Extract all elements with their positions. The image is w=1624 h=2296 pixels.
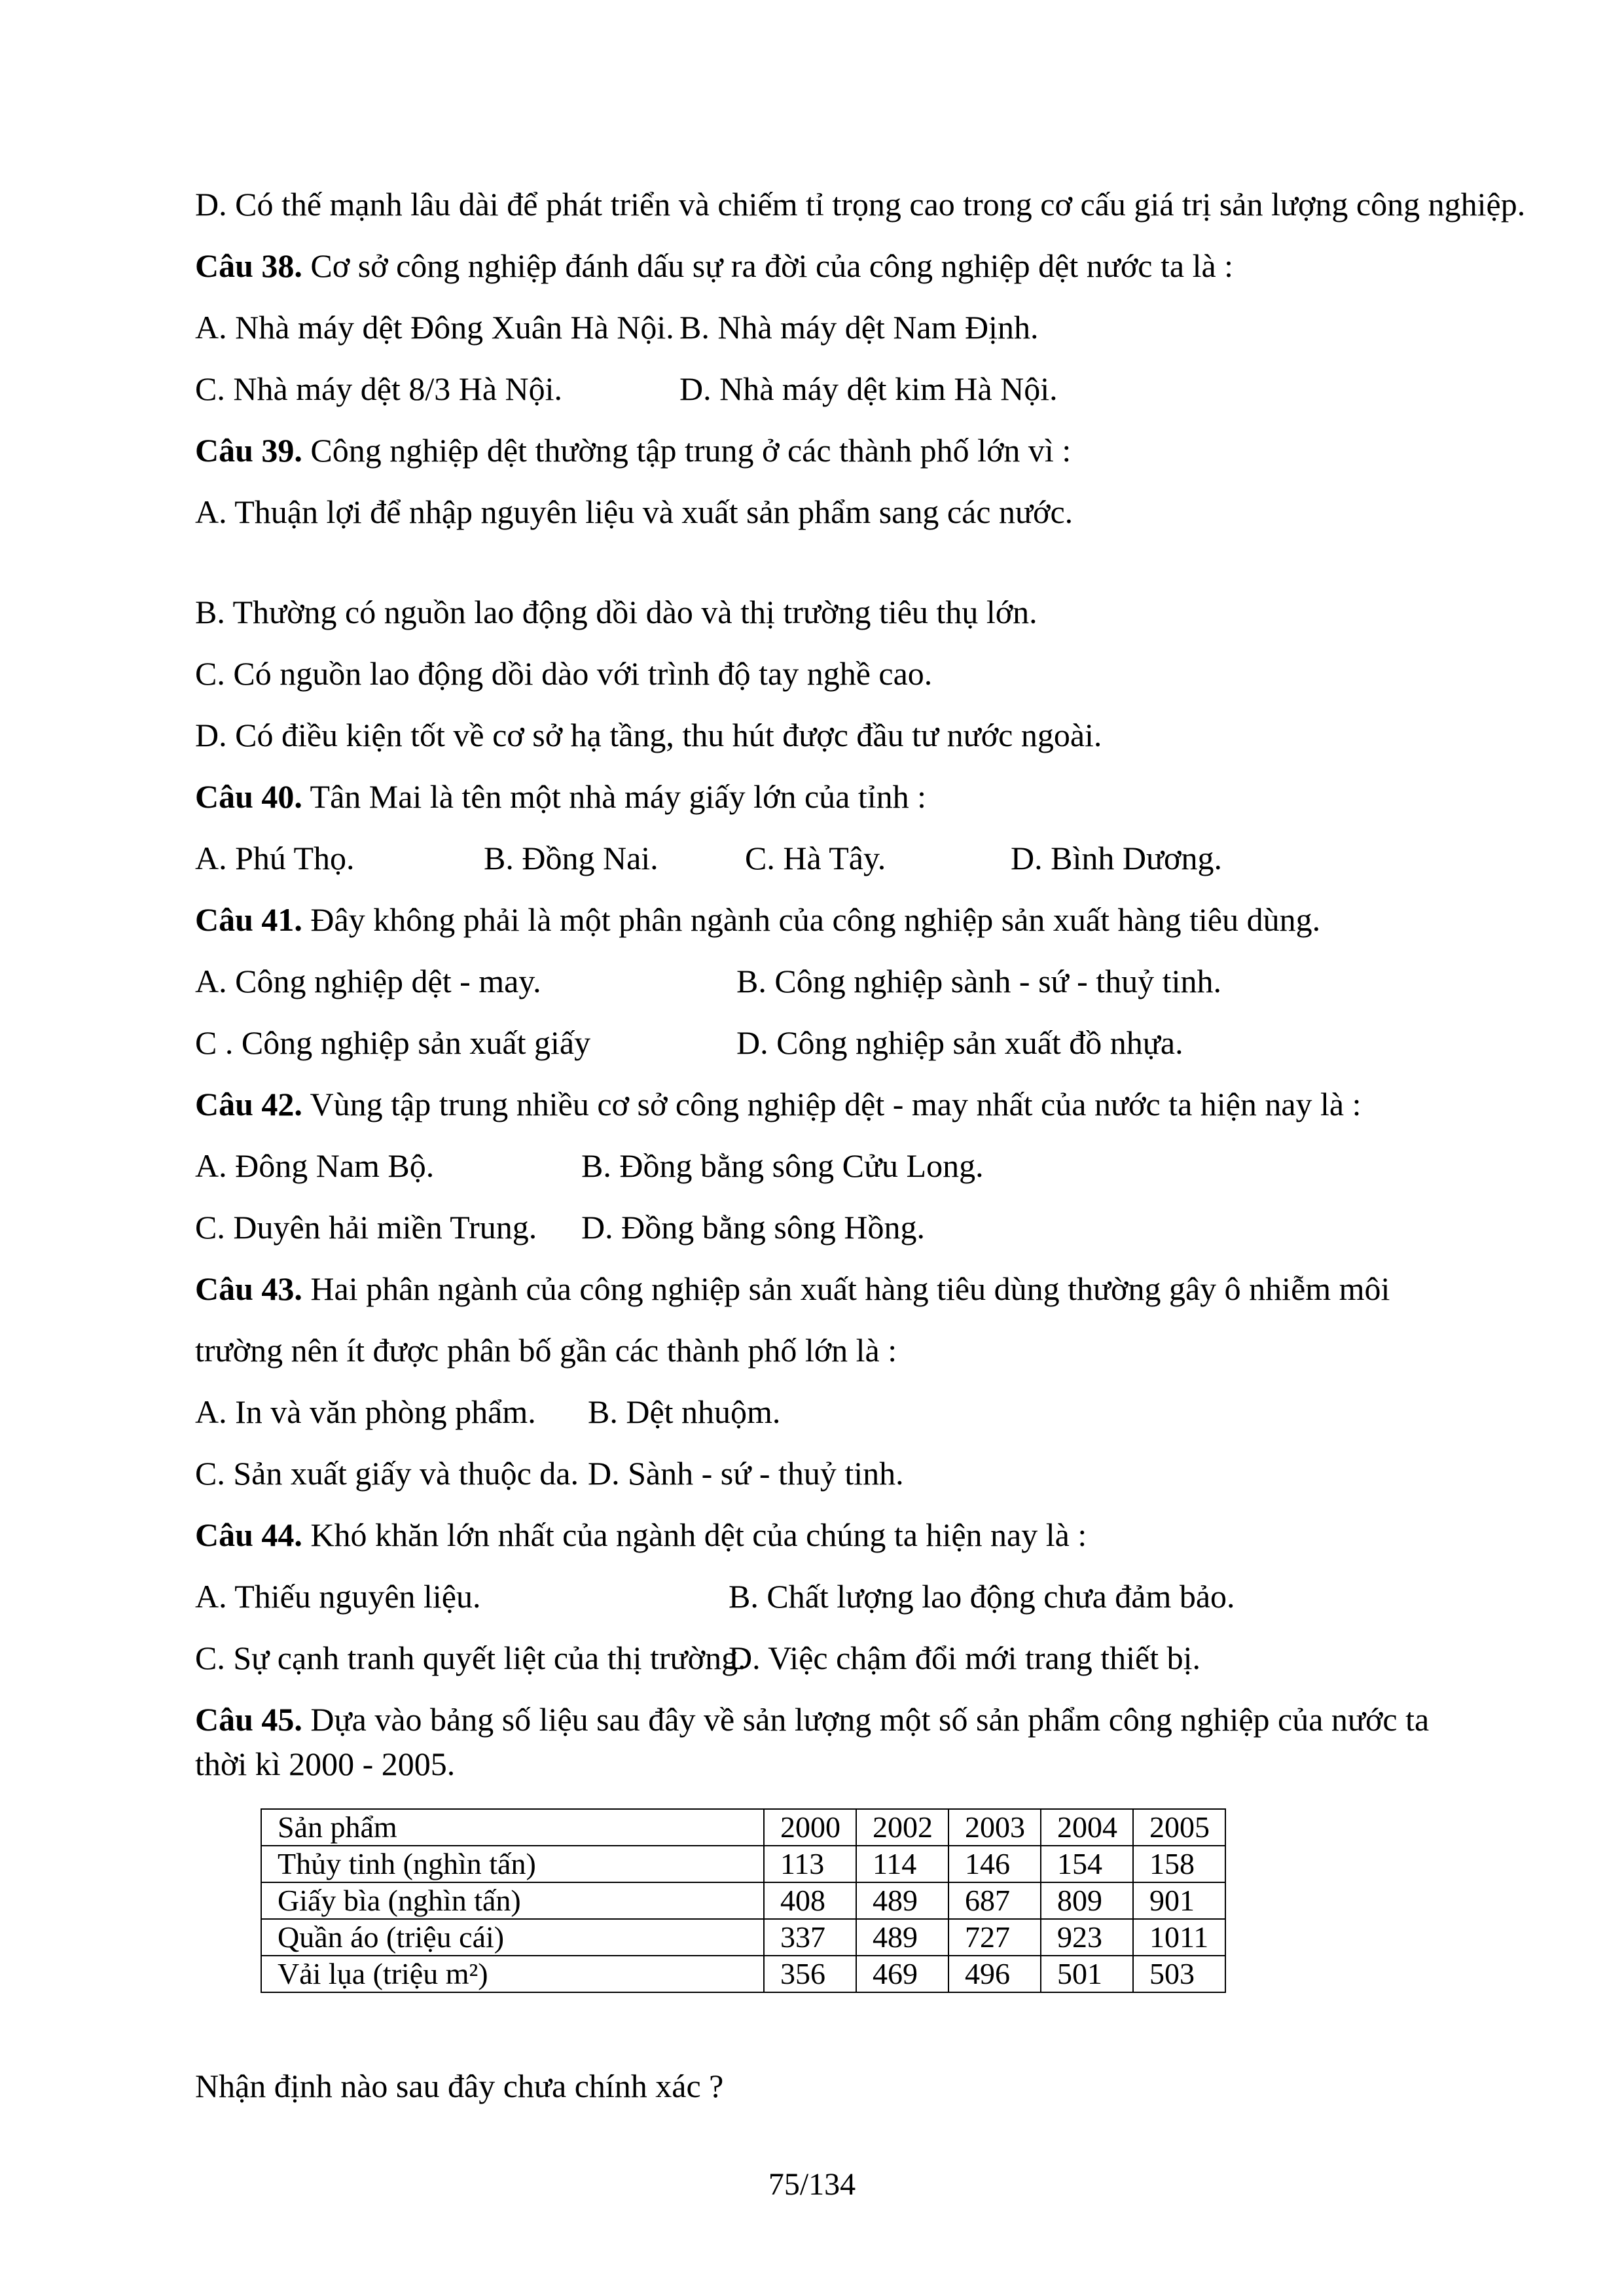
table-cell: 687: [948, 1882, 1041, 1919]
option-39-c: C. Có nguồn lao động dồi dào với trình độ tay nghề cao.: [195, 655, 933, 692]
question-42-text: Vùng tập trung nhiều cơ sở công nghiệp dệt - may nhất của nước ta hiện nay là :: [310, 1086, 1362, 1122]
question-44-label: Câu 44.: [195, 1516, 302, 1553]
option-44-a: A. Thiếu nguyên liệu.: [195, 1578, 481, 1615]
question-45-text-1: Dựa vào bảng số liệu sau đây về sản lượng một số sản phẩm công nghiệp của nước ta: [310, 1701, 1430, 1738]
table-row-glass: [261, 1846, 1225, 1882]
question-38-text: Cơ sở công nghiệp đánh dấu sự ra đời của công nghiệp dệt nước ta là :: [310, 247, 1234, 284]
question-43-label: Câu 43.: [195, 1270, 302, 1307]
table-row-paper: [261, 1882, 1225, 1919]
question-45-text-2: thời kì 2000 - 2005.: [195, 1746, 456, 1782]
question-43-text-1: Hai phân ngành của công nghiệp sản xuất hàng tiêu dùng thường gây ô nhiễm môi: [310, 1270, 1390, 1307]
question-43-heading-line-1: [195, 1268, 1403, 1310]
option-43-a: A. In và văn phòng phẩm.: [195, 1393, 536, 1430]
table-cell: 113: [764, 1846, 856, 1882]
option-39-a: A. Thuận lợi để nhập nguyên liệu và xuất sản phẩm sang các nước.: [195, 493, 1074, 530]
option-39-d: D. Có điều kiện tốt về cơ sở hạ tầng, thu hút được đầu tư nước ngoài.: [195, 717, 1102, 753]
question-42-options-row-2: [195, 1206, 1403, 1248]
option-38-b: B. Nhà máy dệt Nam Định.: [679, 309, 1039, 346]
option-40-d: D. Bình Dương.: [1011, 840, 1222, 876]
option-41-a: A. Công nghiệp dệt - may.: [195, 963, 541, 999]
table-cell: 158: [1133, 1846, 1225, 1882]
table-cell: Quần áo (triệu cái): [261, 1919, 764, 1956]
option-38-a: A. Nhà máy dệt Đông Xuân Hà Nội.: [195, 309, 674, 346]
option-41-b: B. Công nghiệp sành - sứ - thuỷ tinh.: [736, 963, 1221, 999]
question-39-text: Công nghiệp dệt thường tập trung ở các thành phố lớn vì :: [310, 432, 1072, 469]
production-table: [261, 1808, 1226, 1993]
option-38-d: D. Nhà máy dệt kim Hà Nội.: [679, 370, 1058, 407]
table-header-2004: 2004: [1041, 1809, 1133, 1846]
table-cell: Giấy bìa (nghìn tấn): [261, 1882, 764, 1919]
option-42-d: D. Đồng bằng sông Hồng.: [581, 1209, 925, 1246]
question-41-heading: [195, 899, 1403, 941]
table-cell: 154: [1041, 1846, 1133, 1882]
option-43-b: B. Dệt nhuộm.: [588, 1393, 781, 1430]
table-cell: Thủy tinh (nghìn tấn): [261, 1846, 764, 1882]
option-42-a: A. Đông Nam Bộ.: [195, 1147, 435, 1184]
table-cell: 146: [948, 1846, 1041, 1882]
page-number: 75/134: [768, 2167, 856, 2202]
question-43-options-row-1: [195, 1391, 1403, 1433]
table-row-silk: [261, 1956, 1225, 1992]
question-41-label: Câu 41.: [195, 901, 302, 938]
option-43-d: D. Sành - sứ - thuỷ tinh.: [588, 1455, 904, 1492]
lead-option-line: D. Có thế mạnh lâu dài để phát triển và chiếm tỉ trọng cao trong cơ cấu giá trị sản lượng công nghiệp.: [195, 186, 1526, 223]
table-cell: 408: [764, 1882, 856, 1919]
table-cell: 503: [1133, 1956, 1225, 1992]
table-cell: 923: [1041, 1919, 1133, 1956]
option-44-b: B. Chất lượng lao động chưa đảm bảo.: [729, 1578, 1235, 1615]
closing-question: Nhận định nào sau đây chưa chính xác ?: [195, 2068, 724, 2104]
question-41-options-row-1: [195, 960, 1403, 1002]
option-40-c: C. Hà Tây.: [745, 840, 886, 876]
question-42-label: Câu 42.: [195, 1086, 302, 1122]
question-43-options-row-2: [195, 1452, 1403, 1494]
table-cell: 337: [764, 1919, 856, 1956]
question-38-options-row-1: [195, 306, 1403, 348]
table-row-clothes: [261, 1919, 1225, 1956]
table-header-2003: 2003: [948, 1809, 1041, 1846]
question-41-text: Đây không phải là một phân ngành của công nghiệp sản xuất hàng tiêu dùng.: [310, 901, 1321, 938]
table-cell: 1011: [1133, 1919, 1225, 1956]
option-41-d: D. Công nghiệp sản xuất đồ nhựa.: [736, 1024, 1183, 1061]
question-40-heading: [195, 776, 1403, 817]
table-cell: 809: [1041, 1882, 1133, 1919]
question-42-heading: [195, 1083, 1403, 1125]
table-cell: 356: [764, 1956, 856, 1992]
table-cell: 469: [856, 1956, 948, 1992]
option-38-c: C. Nhà máy dệt 8/3 Hà Nội.: [195, 370, 563, 407]
question-38-label: Câu 38.: [195, 247, 302, 284]
table-cell: 489: [856, 1919, 948, 1956]
table-header-2005: 2005: [1133, 1809, 1225, 1846]
question-41-options-row-2: [195, 1022, 1403, 1064]
question-38-options-row-2: [195, 368, 1403, 410]
table-header-2000: 2000: [764, 1809, 856, 1846]
table-cell: 489: [856, 1882, 948, 1919]
question-44-options-row-2: [195, 1637, 1403, 1679]
table-header-2002: 2002: [856, 1809, 948, 1846]
question-44-heading: [195, 1514, 1403, 1556]
option-42-c: C. Duyên hải miền Trung.: [195, 1209, 537, 1246]
question-45-heading-line-1: [195, 1698, 1430, 1740]
table-cell: 501: [1041, 1956, 1133, 1992]
table-cell: 901: [1133, 1882, 1225, 1919]
question-40-text: Tân Mai là tên một nhà máy giấy lớn của tỉnh :: [310, 778, 927, 815]
table-cell: 727: [948, 1919, 1041, 1956]
document-page: [195, 183, 1526, 2107]
option-40-b: B. Đồng Nai.: [484, 840, 659, 876]
table-cell: 496: [948, 1956, 1041, 1992]
option-42-b: B. Đồng bằng sông Cửu Long.: [581, 1147, 984, 1184]
table-cell: 114: [856, 1846, 948, 1882]
question-40-options-row: [195, 837, 1403, 879]
option-39-b: B. Thường có nguồn lao động dồi dào và thị trường tiêu thụ lớn.: [195, 594, 1038, 630]
question-38-heading: [195, 245, 1403, 287]
question-39-label: Câu 39.: [195, 432, 302, 469]
question-40-label: Câu 40.: [195, 778, 302, 815]
question-44-text: Khó khăn lớn nhất của ngành dệt của chúng ta hiện nay là :: [310, 1516, 1087, 1553]
question-45-label: Câu 45.: [195, 1701, 302, 1738]
option-43-c: C. Sản xuất giấy và thuộc da.: [195, 1455, 579, 1492]
question-39-heading: [195, 429, 1403, 471]
table-cell: Vải lụa (triệu m²): [261, 1956, 764, 1992]
option-44-d: D. Việc chậm đổi mới trang thiết bị.: [729, 1640, 1200, 1676]
table-header-row: [261, 1809, 1225, 1846]
option-44-c: C. Sự cạnh tranh quyết liệt của thị trường.: [195, 1640, 746, 1676]
question-42-options-row-1: [195, 1145, 1403, 1187]
option-40-a: A. Phú Thọ.: [195, 840, 355, 876]
table-header-product: Sản phẩm: [261, 1809, 764, 1846]
option-41-c: C . Công nghiệp sản xuất giấy: [195, 1024, 591, 1061]
question-44-options-row-1: [195, 1575, 1403, 1617]
question-43-text-2: trường nên ít được phân bố gần các thành phố lớn là :: [195, 1332, 897, 1369]
